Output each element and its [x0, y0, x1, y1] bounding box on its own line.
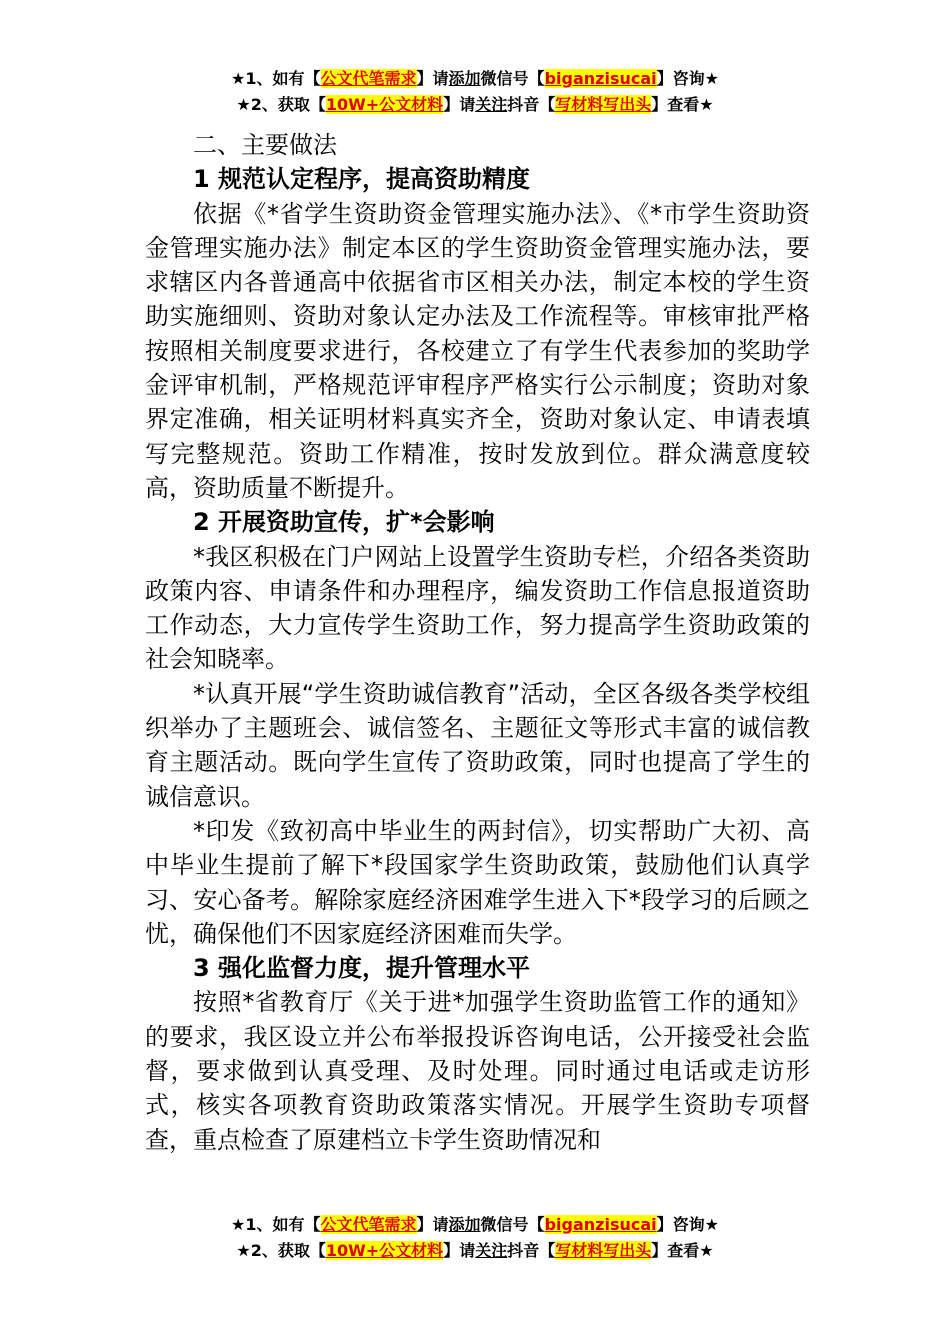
banner-text: ★2、获取【	[236, 1241, 326, 1260]
banner-text: 抖音【	[507, 1241, 556, 1260]
banner-text: 抖音【	[507, 95, 556, 114]
paragraph-3: *认真开展“学生资助诚信教育”活动，全区各级各类学校组织举办了主题班会、诚信签名、主题征文等形式丰富的诚信教育主题活动。既向学生宣传了资助政策，同时也提高了学生的诚信意识。	[145, 679, 810, 811]
banner-text: ★2、获取【	[236, 95, 326, 114]
banner-text: ★1、如有【	[231, 1215, 321, 1234]
subheading-1: 1 规范认定程序，提高资助精度	[193, 165, 531, 194]
banner-underlined-text: 添加	[448, 1215, 481, 1234]
banner-text: ★1、如有【	[231, 69, 321, 88]
banner-text: 】请	[416, 1215, 449, 1234]
banner-text: 微信号【	[480, 69, 545, 88]
banner-line-1	[0, 1212, 950, 1238]
banner-line-1	[0, 66, 950, 92]
paragraph-2: *我区积极在门户网站上设置学生资助专栏，介绍各类资助政策内容、申请条件和办理程序，编发资助工作信息报道资助工作动态，大力宣传学生资助工作，努力提高学生资助政策的社会知晓率。	[145, 542, 810, 674]
banner-text: 】请	[443, 95, 476, 114]
document-body	[145, 128, 810, 1157]
banner-highlight-douyin: 写材料写出头	[555, 1241, 652, 1260]
banner-text: 】请	[416, 69, 449, 88]
paragraph-1: 依据《*省学生资助资金管理实施办法》、《*市学生资助资金管理实施办法》制定本区的学生资助资金管理实施办法，要求辖区内各普通高中依据省市区相关办法，制定本校的学生资助实施细则、资助对象认定办法及工作流程等。审核审批严格按照相关制度要求进行，各校建立了有学生代表参加的奖助学金评审机制，严格规范评审程序严格实行公示制度；资助对象界定准确，相关证明材料真实齐全，资助对象认定、申请表填写完整规范。资助工作精准，按时发放到位。群众满意度较高，资助质量不断提升。	[145, 199, 810, 502]
banner-underlined-text: 添加	[448, 69, 481, 88]
section-heading: 二、主要做法	[193, 131, 337, 159]
paragraph-5: 按照*省教育厅《关于进*加强学生资助监管工作的通知》的要求，我区设立并公布举报投诉咨询电话，公开接受社会监督，要求做到认真受理、及时处理。同时通过电话或走访形式，核实各项教育资助政策落实情况。开展学生资助专项督查，重点检查了原建档立卡学生资助情况和	[145, 988, 810, 1154]
banner-highlight-materials: 10W+公文材料	[325, 95, 444, 114]
banner-text: 】查看★	[651, 1241, 714, 1260]
top-banner	[0, 66, 950, 118]
bottom-banner	[0, 1212, 950, 1264]
banner-text: 】查看★	[651, 95, 714, 114]
banner-line-2	[0, 92, 950, 118]
banner-highlight-douyin: 写材料写出头	[555, 95, 652, 114]
banner-highlight-service: 公文代笔需求	[320, 69, 417, 88]
banner-underlined-text: 关注	[475, 95, 508, 114]
banner-line-2	[0, 1238, 950, 1264]
paragraph-4: *印发《致初高中毕业生的两封信》，切实帮助广大初、高中毕业生提前了解下*段国家学生资助政策，鼓励他们认真学习、安心备考。解除家庭经济困难学生进入下*段学习的后顾之忧，确保他们不因家庭经济困难而失学。	[145, 816, 810, 948]
banner-highlight-service: 公文代笔需求	[320, 1215, 417, 1234]
banner-text: 】请	[443, 1241, 476, 1260]
banner-highlight-materials: 10W+公文材料	[325, 1241, 444, 1260]
banner-highlight-wechat-id: biganzisucai	[544, 1215, 657, 1234]
subheading-3: 3 强化监督力度，提升管理水平	[193, 954, 531, 983]
banner-text: 微信号【	[480, 1215, 545, 1234]
banner-underlined-text: 关注	[475, 1241, 508, 1260]
subheading-2: 2 开展资助宣传，扩*会影响	[193, 508, 495, 537]
banner-text: 】咨询★	[656, 1215, 719, 1234]
banner-text: 】咨询★	[656, 69, 719, 88]
banner-highlight-wechat-id: biganzisucai	[544, 69, 657, 88]
